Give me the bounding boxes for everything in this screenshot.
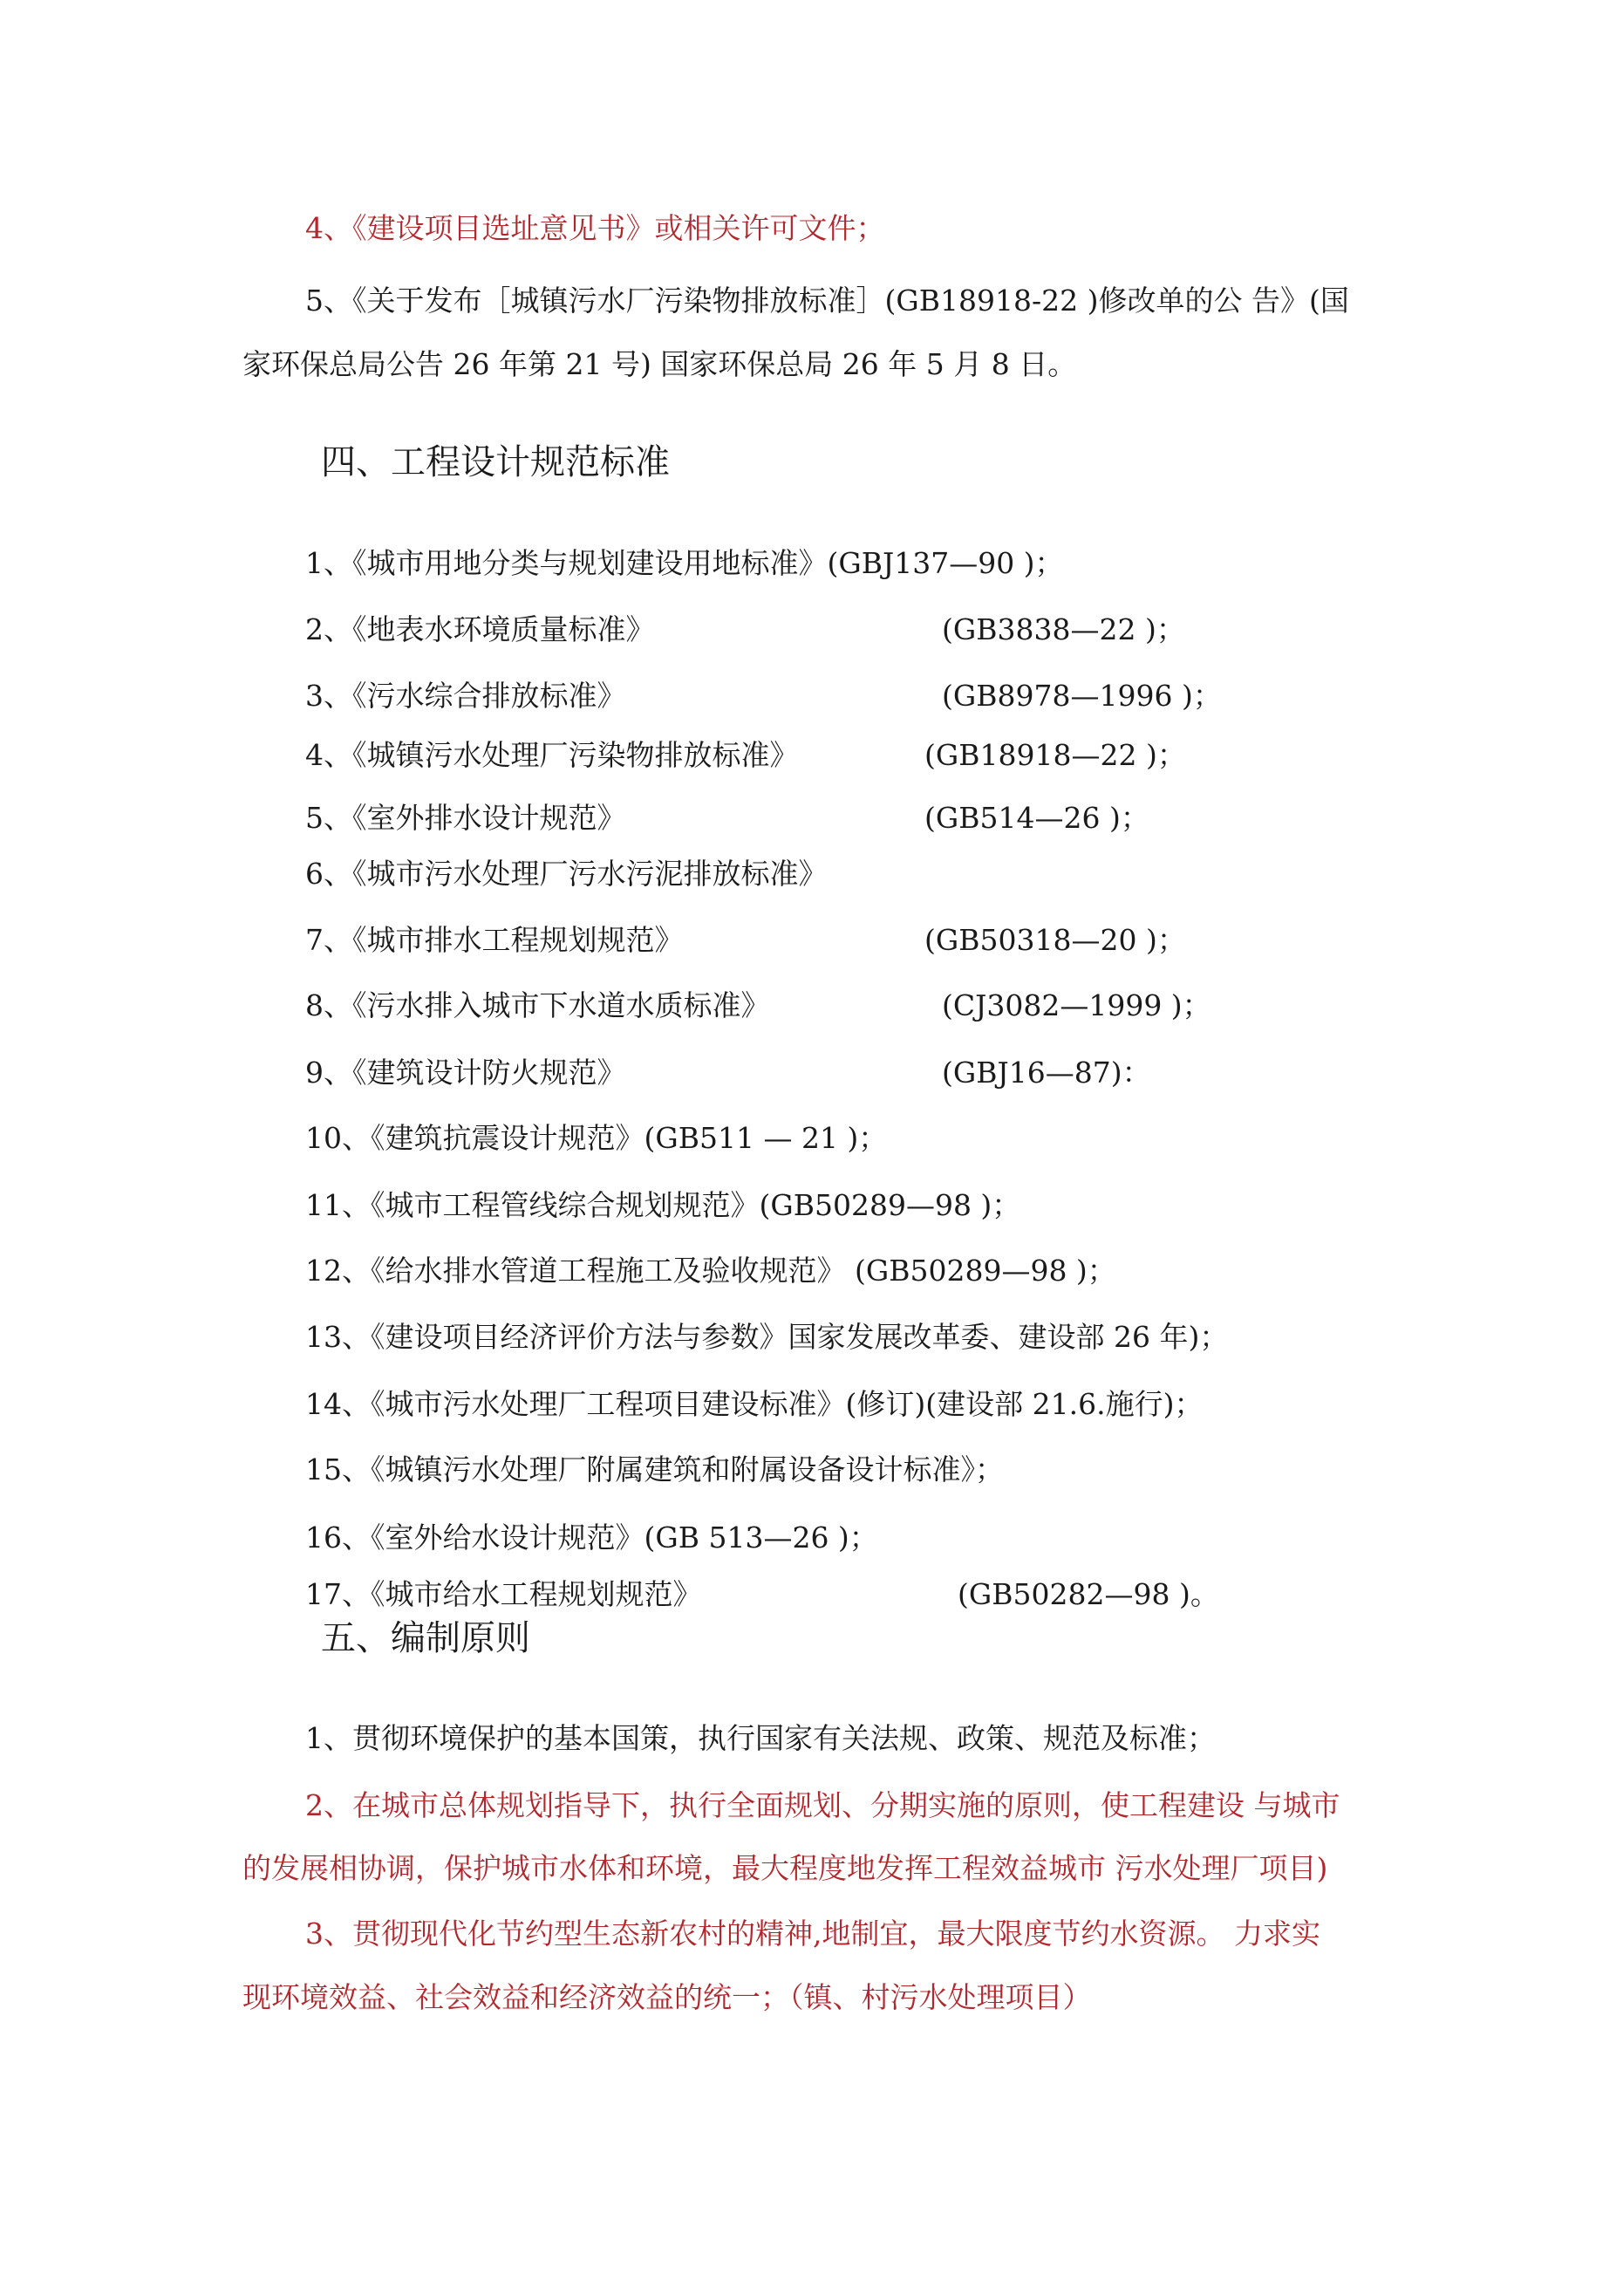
standard-item-4: 4、《城镇污水处理厂污染物排放标准》 bbox=[305, 738, 799, 772]
standard-item-1: 1、《城市用地分类与规划建设用地标准》(GBJ137—90 )； bbox=[305, 546, 1064, 580]
standard-code-4: (GB18918—22 )； bbox=[924, 738, 1186, 772]
standard-item-2: 2、《地表水环境质量标准》 bbox=[305, 612, 655, 646]
item-4-site-opinion: 4、《建设项目选址意见书》或相关许可文件； bbox=[305, 211, 885, 245]
standard-item-17: 17、《城市给水工程规划规范》 bbox=[305, 1577, 702, 1611]
standard-item-11: 11、《城市工程管线综合规划规范》(GB50289—98 )； bbox=[305, 1188, 1021, 1222]
standard-code-7: (GB50318—20 )； bbox=[924, 923, 1186, 957]
principle-3-line-2: 现环境效益、社会效益和经济效益的统一；（镇、村污水处理项目） bbox=[242, 1980, 1092, 2014]
section-4-heading: 四、工程设计规范标准 bbox=[321, 442, 670, 482]
standard-item-16: 16、《室外给水设计规范》(GB 513—26 )； bbox=[305, 1520, 878, 1555]
principle-2-line-1: 2、在城市总体规划指导下，执行全面规划、分期实施的原则，使工程建设 与城市 bbox=[305, 1788, 1340, 1822]
standard-item-10: 10、《建筑抗震设计规范》(GB511 — 21 )； bbox=[305, 1121, 888, 1155]
item-5-line-2: 家环保总局公告 26 年第 21 号) 国家环保总局 26 年 5 月 8 日。 bbox=[242, 347, 1077, 381]
standard-code-5: (GB514—26 )； bbox=[924, 801, 1149, 835]
standard-item-15: 15、《城镇污水处理厂附属建筑和附属设备设计标准》； bbox=[305, 1452, 1004, 1486]
section-5-heading: 五、编制原则 bbox=[321, 1618, 530, 1658]
standard-code-17: (GB50282—98 )。 bbox=[958, 1577, 1219, 1611]
standard-item-12: 12、《给水排水管道工程施工及验收规范》 (GB50289—98 )； bbox=[305, 1254, 1116, 1288]
principle-1: 1、贯彻环境保护的基本国策，执行国家有关法规、政策、规范及标准； bbox=[305, 1721, 1216, 1755]
standard-item-9: 9、《建筑设计防火规范》 bbox=[305, 1056, 626, 1090]
standard-item-7: 7、《城市排水工程规划规范》 bbox=[305, 923, 684, 957]
principle-3-line-1: 3、贯彻现代化节约型生态新农村的精神,地制宜，最大限度节约水资源。 力求实 bbox=[305, 1917, 1320, 1951]
standard-code-3: (GB8978—1996 )； bbox=[942, 679, 1222, 713]
standard-item-3: 3、《污水综合排放标准》 bbox=[305, 679, 626, 713]
standard-item-8: 8、《污水排入城市下水道水质标准》 bbox=[305, 988, 770, 1022]
standard-item-14: 14、《城市污水处理厂工程项目建设标准》(修订)(建设部 21.6.施行)； bbox=[305, 1387, 1204, 1421]
standard-code-8: (CJ3082—1999 )； bbox=[942, 988, 1211, 1022]
standard-code-9: (GBJ16—87)： bbox=[942, 1056, 1151, 1090]
principle-2-line-2: 的发展相协调，保护城市水体和环境，最大程度地发挥工程效益城市 污水处理厂项目) bbox=[242, 1851, 1328, 1885]
standard-item-5: 5、《室外排水设计规范》 bbox=[305, 801, 626, 835]
standard-code-2: (GB3838—22 )； bbox=[942, 612, 1185, 646]
item-5-line-1: 5、《关于发布［城镇污水厂污染物排放标准］(GB18918-22 )修改单的公 告》(国 bbox=[305, 284, 1349, 318]
standard-item-6: 6、《城市污水处理厂污水污泥排放标准》 bbox=[305, 857, 828, 891]
standard-item-13: 13、《建设项目经济评价方法与参数》国家发展改革委、建设部 26 年)； bbox=[305, 1320, 1229, 1354]
